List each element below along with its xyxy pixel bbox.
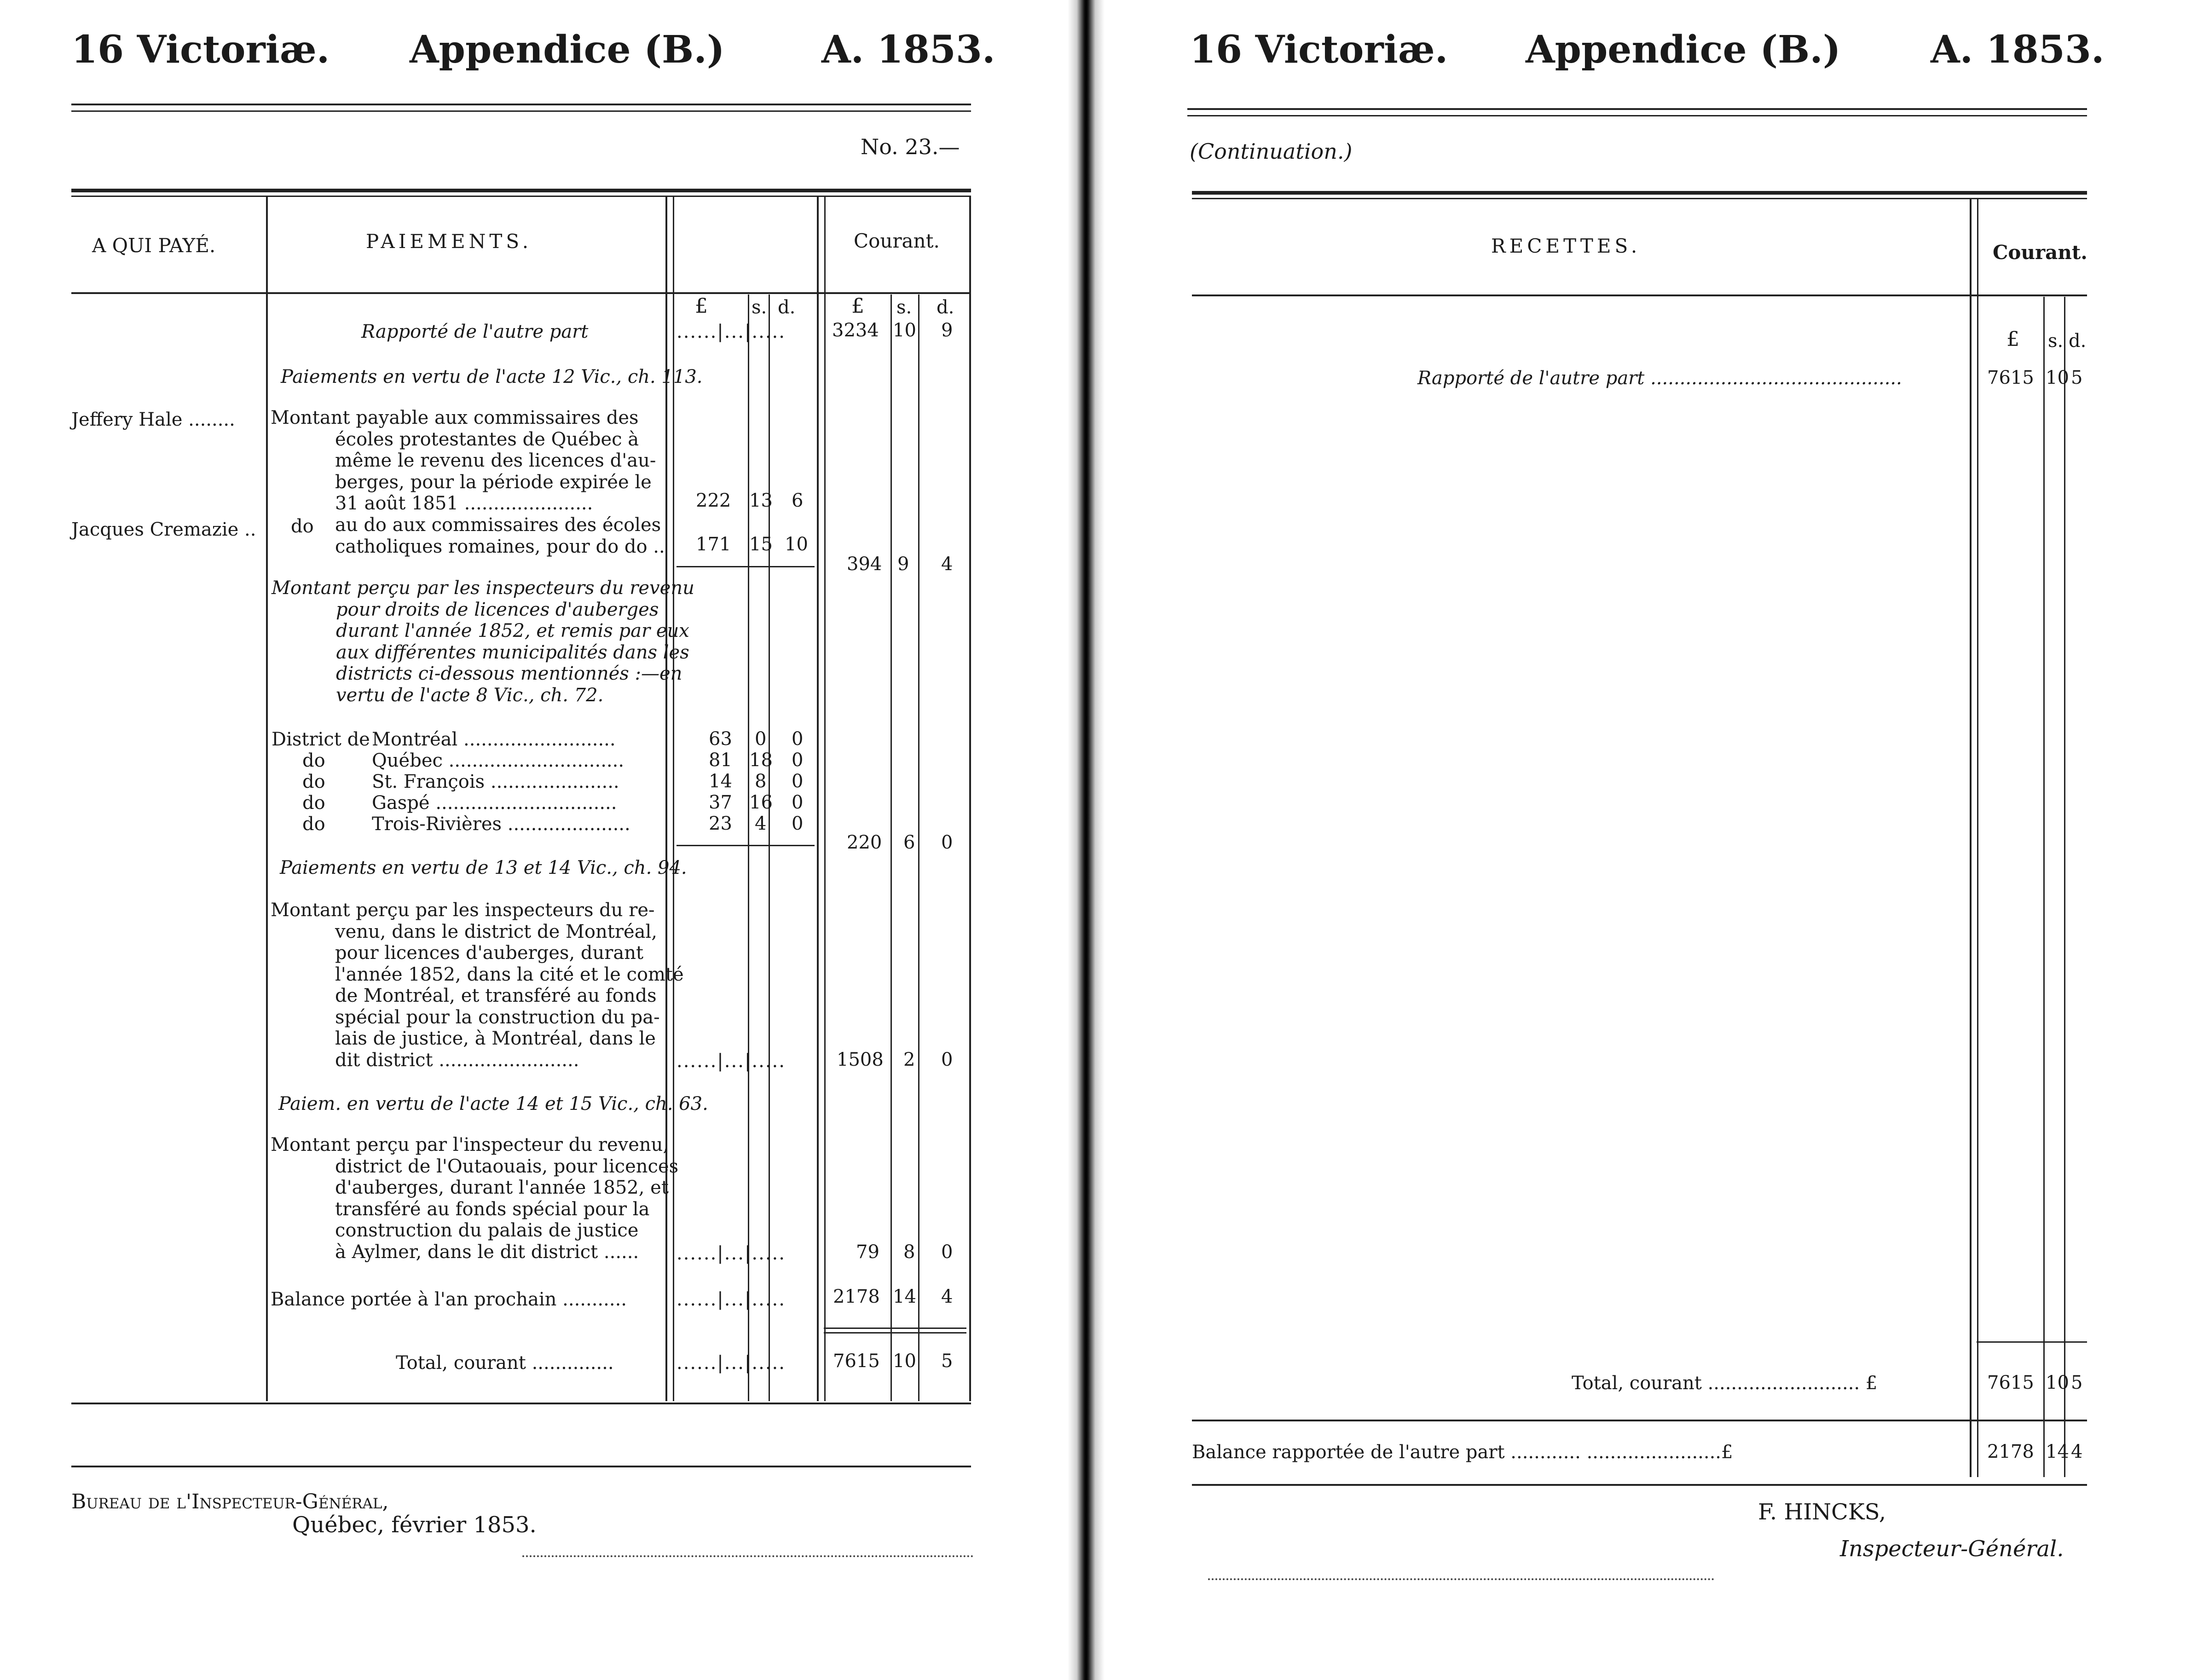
district-prefix: do xyxy=(302,814,325,835)
balance-top-rule xyxy=(1192,1420,2087,1421)
s1-i1-line: Montant payable aux commissaires des xyxy=(271,407,639,428)
district-name: Montréal .......................... xyxy=(372,729,616,750)
balance-sub-dots: ......|...|..... xyxy=(677,1289,786,1310)
carried-forward-pounds: 7615 xyxy=(1987,367,2034,388)
carried-forward-label: Rapporté de l'autre part xyxy=(361,321,589,342)
column-header-courant: Courant. xyxy=(854,230,940,252)
item1-pence: 6 xyxy=(792,490,804,511)
s3-line: l'année 1852, dans la cité et le comté xyxy=(335,964,684,985)
book-gutter xyxy=(1068,0,1104,1680)
right-page xyxy=(1104,0,2203,1680)
s3-line: dit district ........................ xyxy=(335,1049,579,1071)
col-line-courant-s xyxy=(2043,297,2045,1477)
header-rule-1 xyxy=(71,104,971,105)
s4-line: à Aylmer, dans le dit district ...... xyxy=(335,1241,639,1263)
section1-total-pounds: 394 xyxy=(847,554,882,575)
s3-line: venu, dans le district de Montréal, xyxy=(335,921,657,942)
s1-i1-line: berges, pour la période expirée le xyxy=(335,471,652,493)
payee-jacques-cremazie: Jacques Cremazie .. xyxy=(71,519,256,540)
carried-forward-pence: 9 xyxy=(941,320,953,341)
left-page xyxy=(0,0,1072,1680)
total-shillings: 10 xyxy=(2046,1372,2069,1393)
district-name: Gaspé ............................... xyxy=(372,792,617,814)
district-shillings: 8 xyxy=(755,771,767,792)
district-name: Québec .............................. xyxy=(372,750,624,771)
balance-pence: 4 xyxy=(941,1286,953,1307)
continuation-label: (Continuation.) xyxy=(1190,139,1353,164)
section4-sub-dots: ......|...|..... xyxy=(677,1243,786,1264)
grand-total-pounds: 7615 xyxy=(833,1351,880,1372)
balance-pence: 4 xyxy=(2071,1441,2083,1462)
table-bottom-rule xyxy=(71,1403,971,1404)
header-rule-1 xyxy=(1187,108,2087,110)
footer-rule xyxy=(71,1466,971,1467)
district-prefix: do xyxy=(302,792,325,814)
carried-forward-label: Rapporté de l'autre part ........................................... xyxy=(1417,368,1902,389)
s2-intro-line: durant l'année 1852, et remis par eux xyxy=(336,620,689,641)
grand-total-sub-dots: ......|...|..... xyxy=(677,1352,786,1374)
section3-total-pence: 0 xyxy=(941,1049,953,1070)
footer-place-date: Québec, février 1853. xyxy=(292,1512,537,1538)
section1-item1-text xyxy=(271,407,656,514)
section3-total-pounds: 1508 xyxy=(837,1049,884,1070)
balance-label: Balance portée à l'an prochain ........... xyxy=(271,1289,627,1310)
header-appendix: Appendice (B.) xyxy=(1526,28,1841,72)
section1-title: Paiements en vertu de l'acte 12 Vic., ch. 113. xyxy=(281,366,703,387)
district-pence: 0 xyxy=(792,728,804,750)
header-year: A. 1853. xyxy=(1931,28,2105,72)
courant-pound-header: £ xyxy=(2006,328,2019,351)
district-pence: 0 xyxy=(792,792,804,813)
section2-total-pence: 0 xyxy=(941,832,953,853)
section2-total-pounds: 220 xyxy=(847,832,882,853)
col-line-courant-s xyxy=(890,294,892,1401)
column-header-courant: Courant. xyxy=(1993,241,2087,264)
s4-line: d'auberges, durant l'année 1852, et xyxy=(335,1177,669,1198)
grand-total-pence: 5 xyxy=(941,1351,953,1372)
item2-shillings: 15 xyxy=(749,534,773,555)
header-session: 16 Victoriæ. xyxy=(71,28,330,72)
header-session: 16 Victoriæ. xyxy=(1190,28,1448,72)
district-shillings: 18 xyxy=(749,750,773,771)
s1-i1-line: écoles protestantes de Québec à xyxy=(335,428,639,450)
district-pounds: 23 xyxy=(709,813,732,834)
section2-sum-rule xyxy=(677,845,815,846)
header-separator xyxy=(71,292,971,294)
s1-i1-line: même le revenu des licences d'au- xyxy=(335,450,656,471)
s3-line: de Montréal, et transféré au fonds xyxy=(335,985,657,1006)
col-line-courant-d xyxy=(2064,297,2065,1477)
header-rule-2 xyxy=(1187,115,2087,116)
document-number: No. 23.— xyxy=(861,134,960,159)
s4-line: transféré au fonds spécial pour la xyxy=(335,1198,650,1220)
s4-line: construction du palais de justice xyxy=(335,1220,639,1241)
column-header-to-whom: A QUI PAYÉ. xyxy=(92,234,216,257)
section3-total-shillings: 2 xyxy=(903,1049,915,1070)
s2-intro-line: vertu de l'acte 8 Vic., ch. 72. xyxy=(336,684,604,706)
payee-jeffery-hale: Jeffery Hale ........ xyxy=(71,409,235,430)
table-top-rule xyxy=(71,189,971,192)
district-name: St. François ...................... xyxy=(372,771,619,792)
district-pounds: 81 xyxy=(709,750,732,771)
section1-item2-text xyxy=(335,514,665,557)
section1-total-shillings: 9 xyxy=(897,554,909,575)
district-shillings: 4 xyxy=(755,813,767,834)
courant-shilling-header: s. xyxy=(2048,330,2064,352)
footer-office: Bureau de l'Inspecteur-Général, xyxy=(71,1490,389,1513)
table-top-rule-2 xyxy=(71,196,971,197)
section4-text xyxy=(271,1134,678,1263)
col-line-right-edge xyxy=(969,196,971,1401)
column-header-payments: PAIEMENTS. xyxy=(366,230,532,253)
s4-line: district de l'Outaouais, pour licences xyxy=(335,1155,679,1177)
carried-forward-shillings: 10 xyxy=(893,320,916,341)
section4-total-shillings: 8 xyxy=(903,1241,915,1263)
s2-intro-line: pour droits de licences d'auberges xyxy=(336,599,659,620)
s1-i1-line: 31 août 1851 ...................... xyxy=(335,493,593,514)
balance-shillings: 14 xyxy=(893,1286,916,1307)
col-line-courant-left xyxy=(1970,198,1972,1477)
district-prefix: District de xyxy=(272,729,370,750)
table-top-rule-2 xyxy=(1192,198,2087,199)
district-pounds: 63 xyxy=(709,728,732,750)
balance-pounds: 2178 xyxy=(833,1286,880,1307)
courant-pence-header: d. xyxy=(937,297,954,318)
district-pence: 0 xyxy=(792,813,804,834)
district-name: Trois-Rivières ..................... xyxy=(372,814,630,835)
sub-shilling-header: s. xyxy=(752,297,767,318)
total-pence: 5 xyxy=(2071,1372,2083,1393)
s1-i2-line: au do aux commissaires des écoles xyxy=(335,514,661,536)
table-bottom-rule xyxy=(1192,1484,2087,1486)
carried-forward-pounds: 3234 xyxy=(832,320,879,341)
carried-forward-pence: 5 xyxy=(2071,367,2083,388)
district-shillings: 16 xyxy=(749,792,773,813)
district-pence: 0 xyxy=(792,771,804,792)
section4-total-pence: 0 xyxy=(941,1241,953,1263)
grand-total-shillings: 10 xyxy=(893,1351,916,1372)
header-rule-2 xyxy=(71,110,971,112)
sub-pence-header: d. xyxy=(778,297,796,318)
district-prefix: do xyxy=(302,771,325,792)
s2-intro-line: Montant perçu par les inspecteurs du revenu xyxy=(272,577,694,599)
section3-text xyxy=(271,900,684,1071)
sub-pound-header: £ xyxy=(695,294,708,318)
section4-title: Paiem. en vertu de l'acte 14 et 15 Vic., ch. 63. xyxy=(278,1093,708,1114)
column-header-receipts: RECETTES. xyxy=(1491,235,1641,257)
balance-shillings: 14 xyxy=(2046,1441,2069,1462)
district-prefix: do xyxy=(302,750,325,771)
item1-pounds: 222 xyxy=(696,490,731,511)
district-pounds: 14 xyxy=(709,771,732,792)
carried-forward-sub-dots: ......|...|..... xyxy=(677,321,786,342)
total-pounds: 7615 xyxy=(1987,1372,2034,1393)
section1-sum-rule xyxy=(677,566,815,567)
item2-pounds: 171 xyxy=(696,534,731,555)
item2-prefix: do xyxy=(291,516,314,537)
section2-total-shillings: 6 xyxy=(903,832,915,853)
carried-forward-shillings: 10 xyxy=(2046,367,2069,388)
s1-i2-line: catholiques romaines, pour do do .. xyxy=(335,536,665,557)
courant-pence-header: d. xyxy=(2069,330,2087,352)
s3-line: spécial pour la construction du pa- xyxy=(335,1006,660,1028)
header-appendix: Appendice (B.) xyxy=(410,28,725,72)
section3-sub-dots: ......|...|..... xyxy=(677,1051,786,1072)
s3-line: pour licences d'auberges, durant xyxy=(335,942,644,964)
section3-title: Paiements en vertu de 13 et 14 Vic., ch. 94. xyxy=(280,857,687,878)
s2-intro-line: aux différentes municipalités dans les xyxy=(336,641,689,663)
item1-shillings: 13 xyxy=(749,490,773,511)
col-line-courant-d xyxy=(918,294,919,1401)
col-line-payee xyxy=(266,196,268,1401)
col-line-sub-s xyxy=(748,294,749,1401)
col-line-courant-left xyxy=(817,196,819,1401)
balance-label: Balance rapportée de l'autre part ............ .......................£ xyxy=(1192,1442,1733,1463)
col-line-courant-left-2 xyxy=(824,196,826,1401)
s3-line: Montant perçu par les inspecteurs du re- xyxy=(271,900,655,921)
section4-total-pounds: 79 xyxy=(856,1241,879,1263)
col-line-sub-d xyxy=(769,294,770,1401)
section2-intro xyxy=(272,577,694,706)
district-pence: 0 xyxy=(792,750,804,771)
header-separator xyxy=(1192,294,2087,296)
district-pounds: 37 xyxy=(709,792,732,813)
signature-name: F. HINCKS, xyxy=(1758,1499,1886,1525)
courant-shilling-header: s. xyxy=(896,297,912,318)
s2-intro-line: districts ci-dessous mentionnés :—en xyxy=(336,663,682,684)
grand-total-rule xyxy=(824,1328,966,1329)
s3-line: lais de justice, à Montréal, dans le xyxy=(335,1028,656,1049)
decorative-flourish xyxy=(1208,1578,1714,1580)
table-top-rule xyxy=(1192,191,2087,195)
col-line-courant-left-2 xyxy=(1977,198,1978,1477)
grand-total-rule-2 xyxy=(824,1332,966,1334)
header-year: A. 1853. xyxy=(821,28,995,72)
section1-total-pence: 4 xyxy=(941,554,953,575)
decorative-flourish xyxy=(522,1555,973,1557)
item2-pence: 10 xyxy=(785,534,808,555)
total-label: Total, courant .......................... £ xyxy=(1572,1373,1878,1394)
district-shillings: 0 xyxy=(755,728,767,750)
s4-line: Montant perçu par l'inspecteur du revenu, xyxy=(271,1134,669,1155)
total-rule xyxy=(1977,1341,2087,1343)
balance-pounds: 2178 xyxy=(1987,1441,2034,1462)
signature-title: Inspecteur-Général. xyxy=(1840,1536,2064,1562)
courant-pound-header: £ xyxy=(851,294,864,318)
grand-total-label: Total, courant .............. xyxy=(396,1352,614,1374)
